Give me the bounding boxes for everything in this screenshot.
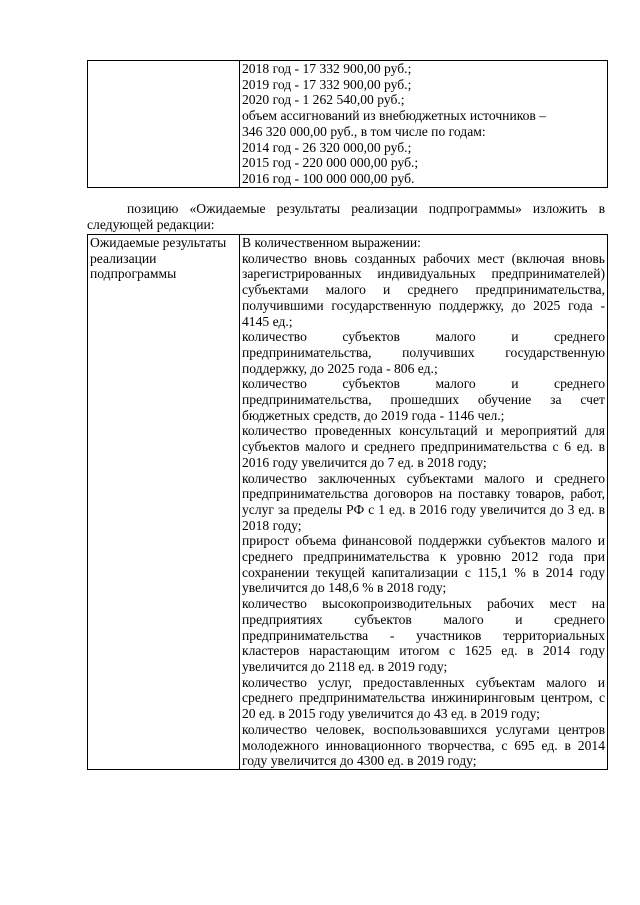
- funding-line: 2015 год - 220 000 000,00 руб.;: [242, 155, 419, 171]
- results-content-cell: [240, 235, 608, 770]
- funding-values-cell: [240, 61, 608, 188]
- table-row: [88, 235, 608, 770]
- list-item: количество человек, воспользовавшихся услугами центров молодежного инновационного творчества, с 695 ед. в 2014 году увеличится до 4300 ед. в 2019 году;: [242, 721, 605, 769]
- list-item: прирост объема финансовой поддержки субъектов малого и среднего предпринимательства к уровню 2012 года при сохранении текущей капитализации с 115,1 % в 2014 году увеличится до 148,6 % в 2018 году;: [242, 533, 605, 596]
- funding-line: 2018 год - 17 332 900,00 руб.;: [242, 61, 412, 76]
- list-item: количество субъектов малого и среднего предпринимательства, получивших государственную поддержку, до 2025 года - 806 ед.;: [242, 329, 605, 376]
- table-row: [88, 61, 608, 188]
- intro-text: позицию «Ожидаемые результаты реализации подпрограммы» изложить в следующей редакции:: [87, 201, 605, 232]
- list-item: количество заключенных субъектами малого и среднего предпринимательства договоров на поставку товаров, работ, услуг за пределы РФ с 1 ед. в 2016 году увеличится до 3 ед. в 2018 году;: [242, 470, 605, 533]
- list-item: количество услуг, предоставленных субъектам малого и среднего предпринимательства инжиниринговым центром, с 20 ед. в 2015 году увеличится до 43 ед. в 2019 году;: [242, 674, 605, 722]
- funding-line: объем ассигнований из внебюджетных источников –: [242, 108, 547, 124]
- intro-paragraph: [87, 201, 605, 232]
- funding-table: [87, 60, 608, 188]
- funding-line: 2016 год - 100 000 000,00 руб.: [242, 170, 415, 186]
- list-item: количество проведенных консультаций и мероприятий для субъектов малого и среднего предпринимательства с 6 ед. в 2016 году увеличится до 7 ед. в 2018 году;: [242, 423, 605, 470]
- list-item: количество субъектов малого и среднего предпринимательства, прошедших обучение за счет бюджетных средств, до 2019 года - 1146 чел.;: [242, 376, 605, 423]
- results-table: [87, 234, 608, 770]
- results-heading: В количественном выражении:: [242, 235, 421, 250]
- funding-label-cell: [88, 61, 240, 188]
- list-item: количество вновь созданных рабочих мест (включая вновь зарегистрированных индивидуальных предпринимателей) субъектами малого и среднего предпринимательства, получившими государственную поддержку, до 2025 года - 4145 ед.;: [242, 250, 605, 329]
- funding-line: 2020 год - 1 262 540,00 руб.;: [242, 92, 405, 108]
- results-label-cell: [88, 235, 240, 770]
- funding-line: 346 320 000,00 руб., в том числе по годам:: [242, 123, 486, 139]
- funding-line: 2019 год - 17 332 900,00 руб.;: [242, 76, 412, 92]
- results-label: Ожидаемые результаты реализации подпрограммы: [90, 235, 227, 282]
- list-item: количество высокопроизводительных рабочих мест на предприятиях субъектов малого и среднего предпринимательства - участников территориальных кластеров нарастающим итогом с 1625 ед. в 2014 году увеличится до 2118 ед. в 2019 году;: [242, 596, 605, 674]
- funding-line: 2014 год - 26 320 000,00 руб.;: [242, 139, 412, 155]
